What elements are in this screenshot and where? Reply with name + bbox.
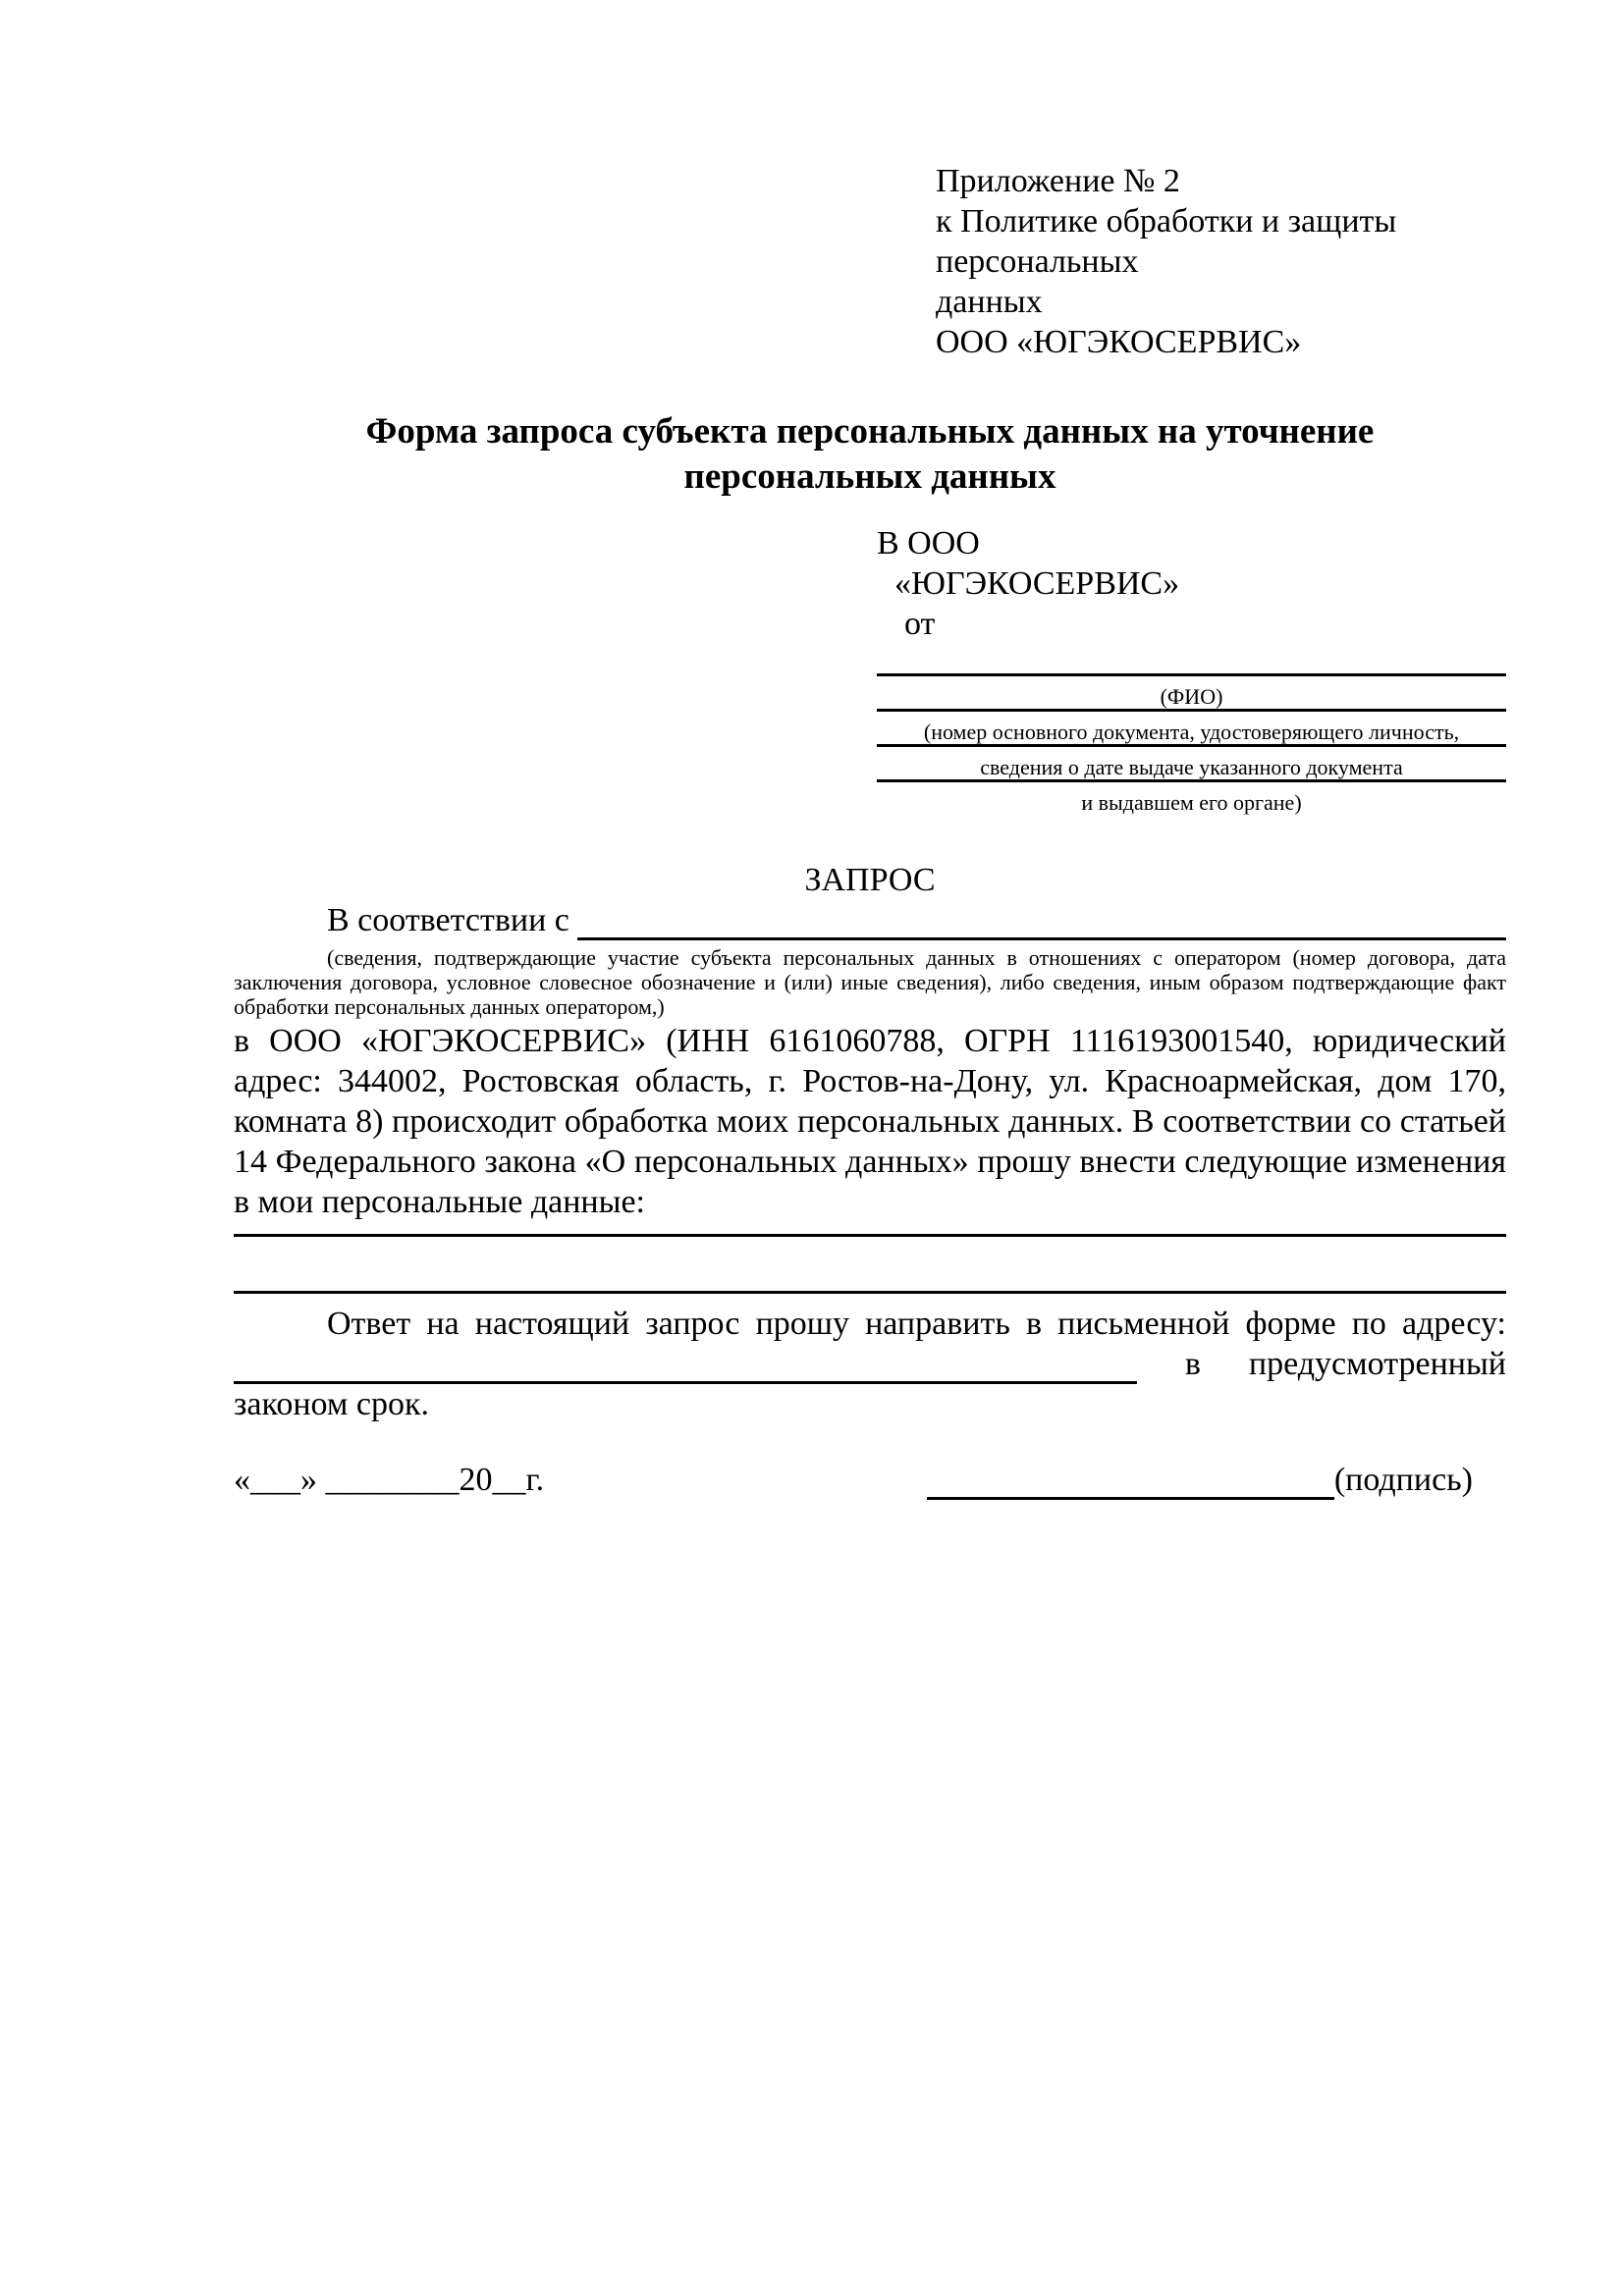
form-title-line: Форма запроса субъекта персональных данных на уточнение: [365, 411, 1375, 452]
addressee-block: [877, 523, 1506, 815]
fio-field: [877, 644, 1506, 709]
addressee-to-line: В ООО: [877, 525, 980, 561]
reply-word: предусмотренный: [1248, 1346, 1506, 1382]
signature-caption: (подпись): [1333, 1462, 1473, 1498]
date-field[interactable]: «___» ________20__г.: [234, 1462, 545, 1498]
document-number-field: [877, 709, 1506, 744]
accordance-blank-line[interactable]: [577, 904, 1506, 940]
form-title-line: персональных данных: [683, 456, 1056, 497]
reply-address-row: [234, 1344, 1506, 1384]
form-title: [234, 409, 1506, 500]
reply-paragraph-end: законом срок.: [234, 1386, 429, 1422]
request-heading: ЗАПРОС: [804, 862, 936, 898]
fio-blank-line[interactable]: [877, 644, 1506, 676]
addressee-from-label: от: [904, 606, 936, 642]
issuing-authority-caption: и выдавшем его органе): [1081, 790, 1302, 815]
appendix-line: к Политике обработки и защиты персональных: [936, 203, 1397, 280]
appendix-line: данных: [936, 284, 1043, 320]
issue-date-caption: сведения о дате выдаче указанного документа: [980, 755, 1403, 779]
accordance-line: [234, 900, 1506, 940]
reply-word: в: [1184, 1346, 1201, 1382]
appendix-line: Приложение № 2: [936, 163, 1180, 199]
addressee-org-line: «ЮГЭКОСЕРВИС»: [894, 565, 1180, 602]
changes-blank-line-2[interactable]: [234, 1237, 1506, 1294]
accordance-footnote: (сведения, подтверждающие участие субъекта персональных данных в отношениях с оператором (номер договора, дата заключения договора, условное словесное обозначение и (или) иные сведения), либо сведения, иным образом подтверждающие факт обработки персональных данных оператором,): [234, 945, 1506, 1019]
appendix-line: ООО «ЮГЭКОСЕРВИС»: [936, 324, 1302, 360]
signature-group: [927, 1460, 1473, 1500]
document-number-caption: (номер основного документа, удостоверяющего личность,: [923, 720, 1460, 744]
issuing-authority-field: [877, 779, 1506, 815]
appendix-note: [936, 161, 1506, 362]
fio-field-caption: (ФИО): [1160, 684, 1223, 709]
signature-blank-line[interactable]: [927, 1464, 1334, 1500]
issue-date-field: [877, 744, 1506, 779]
request-body-paragraph: в ООО «ЮГЭКОСЕРВИС» (ИНН 6161060788, ОГРН 1116193001540, юридический адрес: 344002, Ростовская область, г. Ростов-на-Дону, ул. Красноармейская, дом 170, комната 8) происходит обработка моих персональных данных. В соответствии со статьей 14 Федерального закона «О персональных данных» прошу внести следующие изменения в мои персональные данные:: [234, 1023, 1506, 1220]
date-signature-row: [234, 1460, 1506, 1500]
accordance-prefix: В соответствии с: [327, 902, 578, 938]
reply-paragraph-line: Ответ на настоящий запрос прошу направить в письменной форме по адресу:: [327, 1306, 1506, 1342]
changes-blank-line-1[interactable]: [234, 1222, 1506, 1237]
address-blank-line[interactable]: [234, 1348, 1137, 1384]
